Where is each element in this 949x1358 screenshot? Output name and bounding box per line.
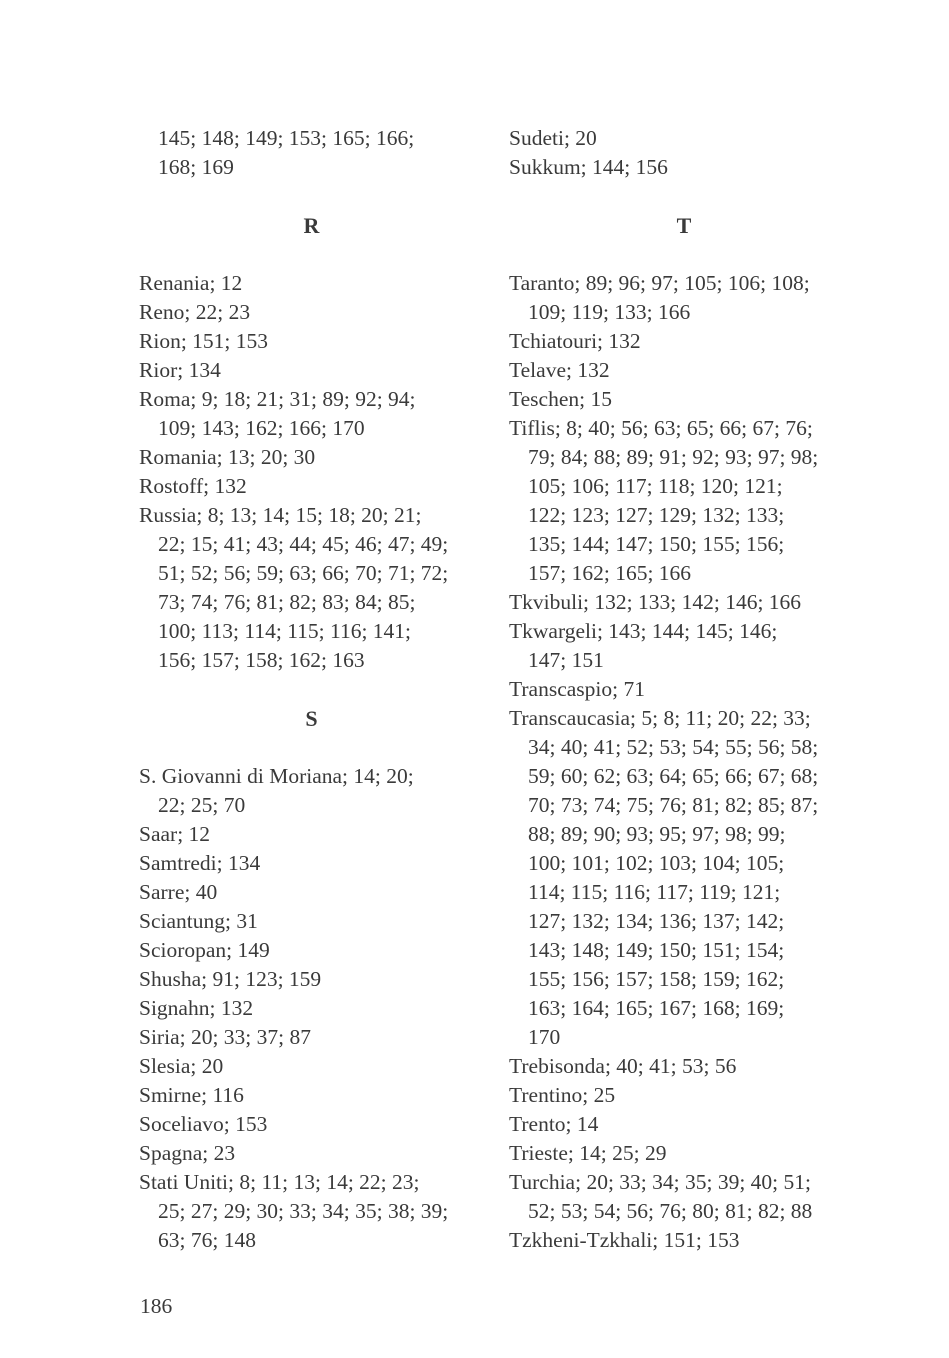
index-entry-line: Russia; 8; 13; 14; 15; 18; 20; 21;: [139, 503, 422, 527]
section-letter-heading: S: [305, 706, 318, 731]
index-entry-line: 127; 132; 134; 136; 137; 142;: [528, 909, 785, 933]
index-entry-line: Telave; 132: [509, 358, 610, 382]
index-entry-line: Renania; 12: [139, 271, 243, 295]
index-entry-line: 156; 157; 158; 162; 163: [158, 648, 365, 672]
index-entry: [139, 878, 484, 907]
index-entry: [139, 936, 484, 965]
index-entry: [139, 1023, 484, 1052]
index-entry: [509, 675, 859, 704]
index-entry: [139, 1168, 484, 1255]
index-entry-line: 52; 53; 54; 56; 76; 80; 81; 82; 88: [528, 1199, 813, 1223]
index-entry: [139, 820, 484, 849]
index-entry: [509, 414, 859, 588]
index-entry-line: 25; 27; 29; 30; 33; 34; 35; 38; 39;: [158, 1199, 449, 1223]
index-entry-line: 100; 101; 102; 103; 104; 105;: [528, 851, 785, 875]
index-entry: [139, 472, 484, 501]
index-entry-line: Signahn; 132: [139, 996, 254, 1020]
page-number: 186: [140, 1294, 173, 1318]
index-entry: [139, 385, 484, 443]
index-entry-line: 143; 148; 149; 150; 151; 154;: [528, 938, 785, 962]
index-entry: [509, 1168, 859, 1226]
index-entry: [139, 762, 484, 820]
index-entry-line: Spagna; 23: [139, 1141, 236, 1165]
index-entry-line: 79; 84; 88; 89; 91; 92; 93; 97; 98;: [528, 445, 819, 469]
index-entry-line: Scioropan; 149: [139, 938, 270, 962]
index-column-left: [139, 124, 484, 1255]
index-entry-line: 59; 60; 62; 63; 64; 65; 66; 67; 68;: [528, 764, 819, 788]
index-entry-line: 88; 89; 90; 93; 95; 97; 98; 99;: [528, 822, 786, 846]
index-entry-line: Samtredi; 134: [139, 851, 261, 875]
index-entry: [139, 849, 484, 878]
index-entry-line: Tzkheni-Tzkhali; 151; 153: [509, 1228, 740, 1252]
index-entry: [509, 588, 859, 617]
index-entry-line: 73; 74; 76; 81; 82; 83; 84; 85;: [158, 590, 416, 614]
index-entry-line: 170: [528, 1025, 561, 1049]
index-entry-line: Tkwargeli; 143; 144; 145; 146;: [509, 619, 778, 643]
index-entry: [509, 1139, 859, 1168]
index-entry-line: 135; 144; 147; 150; 155; 156;: [528, 532, 785, 556]
index-entry: [509, 704, 859, 1052]
index-entry-line: Sudeti; 20: [509, 126, 597, 150]
index-entry: [509, 356, 859, 385]
index-entry: [509, 385, 859, 414]
index-entry-line: Soceliavo; 153: [139, 1112, 268, 1136]
index-entry: [509, 1052, 859, 1081]
index-entry-line: Sciantung; 31: [139, 909, 258, 933]
index-entry: [139, 965, 484, 994]
index-entry-line: 100; 113; 114; 115; 116; 141;: [158, 619, 412, 643]
index-entry-line: 22; 15; 41; 43; 44; 45; 46; 47; 49;: [158, 532, 449, 556]
index-entry-line: 155; 156; 157; 158; 159; 162;: [528, 967, 785, 991]
index-entry: [509, 1226, 859, 1255]
index-entry-line: 34; 40; 41; 52; 53; 54; 55; 56; 58;: [528, 735, 819, 759]
index-entry: [139, 298, 484, 327]
index-entry-line: Taranto; 89; 96; 97; 105; 106; 108;: [509, 271, 810, 295]
index-entry: [139, 356, 484, 385]
index-entry-line: 105; 106; 117; 118; 120; 121;: [528, 474, 783, 498]
index-entry-line: Roma; 9; 18; 21; 31; 89; 92; 94;: [139, 387, 416, 411]
index-entry: [509, 269, 859, 327]
index-entry-line: S. Giovanni di Moriana; 14; 20;: [139, 764, 414, 788]
index-entry-line: Shusha; 91; 123; 159: [139, 967, 322, 991]
index-entry-line: Tchiatouri; 132: [509, 329, 641, 353]
index-entry-line: Transcaspio; 71: [509, 677, 645, 701]
index-entry: [509, 327, 859, 356]
index-entry: [509, 1081, 859, 1110]
index-entry-line: 168; 169: [158, 155, 234, 179]
index-entry-line: Trento; 14: [509, 1112, 599, 1136]
index-entry-line: Stati Uniti; 8; 11; 13; 14; 22; 23;: [139, 1170, 420, 1194]
index-entry: [139, 907, 484, 936]
index-entry-line: 109; 143; 162; 166; 170: [158, 416, 365, 440]
index-entry-line: Rior; 134: [139, 358, 221, 382]
index-entry-line: Siria; 20; 33; 37; 87: [139, 1025, 311, 1049]
index-entry-line: 122; 123; 127; 129; 132; 133;: [528, 503, 785, 527]
index-entry-line: 157; 162; 165; 166: [528, 561, 692, 585]
section-letter-heading: R: [303, 213, 320, 238]
index-entry-line: Sarre; 40: [139, 880, 218, 904]
index-entry-line: Reno; 22; 23: [139, 300, 251, 324]
index-entry-line: Sukkum; 144; 156: [509, 155, 668, 179]
index-entry-line: Trentino; 25: [509, 1083, 616, 1107]
index-entry-line: Trebisonda; 40; 41; 53; 56: [509, 1054, 737, 1078]
index-entry: [509, 153, 859, 182]
index-entry: [139, 1052, 484, 1081]
section-letter-heading: T: [676, 213, 692, 238]
index-entry-line: Saar; 12: [139, 822, 211, 846]
index-entry-line: 70; 73; 74; 75; 76; 81; 82; 85; 87;: [528, 793, 819, 817]
index-entry: [139, 1139, 484, 1168]
index-entry: [139, 994, 484, 1023]
index-entry-line: Turchia; 20; 33; 34; 35; 39; 40; 51;: [509, 1170, 812, 1194]
index-entry: [139, 269, 484, 298]
index-entry-line: 147; 151: [528, 648, 604, 672]
index-entry-line: 22; 25; 70: [158, 793, 246, 817]
index-entry-line: Tkvibuli; 132; 133; 142; 146; 166: [509, 590, 802, 614]
index-entry-line: Teschen; 15: [509, 387, 612, 411]
index-entry: [139, 443, 484, 472]
index-entry: [509, 617, 859, 675]
index-entry-line: Slesia; 20: [139, 1054, 224, 1078]
index-entry-line: 63; 76; 148: [158, 1228, 256, 1252]
index-entry-line: Transcaucasia; 5; 8; 11; 20; 22; 33;: [509, 706, 811, 730]
index-entry-line: 51; 52; 56; 59; 63; 66; 70; 71; 72;: [158, 561, 449, 585]
index-entry-line: Smirne; 116: [139, 1083, 244, 1107]
index-entry-line: Tiflis; 8; 40; 56; 63; 65; 66; 67; 76;: [509, 416, 813, 440]
index-entry: [509, 124, 859, 153]
index-column-right: [509, 124, 859, 1255]
index-entry-line: 109; 119; 133; 166: [528, 300, 691, 324]
index-entry-line: 145; 148; 149; 153; 165; 166;: [158, 126, 415, 150]
index-entry-line: Romania; 13; 20; 30: [139, 445, 316, 469]
index-entry-line: Rostoff; 132: [139, 474, 247, 498]
index-entry-line: 163; 164; 165; 167; 168; 169;: [528, 996, 785, 1020]
index-entry-line: Trieste; 14; 25; 29: [509, 1141, 667, 1165]
index-entry: [139, 1110, 484, 1139]
index-entry-line: Rion; 151; 153: [139, 329, 269, 353]
index-entry: [139, 327, 484, 356]
index-entry: [509, 1110, 859, 1139]
index-entry: [139, 501, 484, 675]
index-entry: [139, 1081, 484, 1110]
index-entry-line: 114; 115; 116; 117; 119; 121;: [528, 880, 781, 904]
